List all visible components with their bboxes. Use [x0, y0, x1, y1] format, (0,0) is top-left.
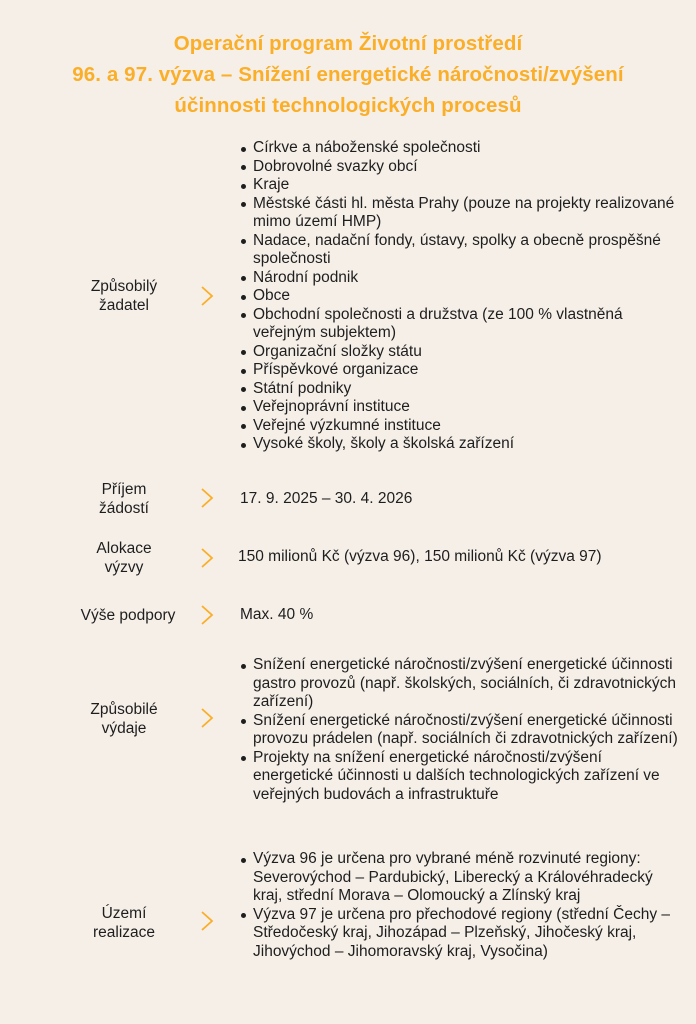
page-title: [0, 28, 696, 121]
list-item: Městské části hl. města Prahy (pouze na projekty realizované mimo území HMP): [240, 195, 680, 232]
label-line: žádostí: [99, 500, 149, 517]
label-line: výzvy: [104, 559, 144, 576]
list-item: Obchodní společnosti a družstva (ze 100 % vlastněná veřejným subjektem): [240, 306, 680, 343]
list-item: Státní podniky: [240, 380, 680, 399]
section-content: [240, 850, 680, 961]
label-line: Způsobilé: [90, 701, 158, 718]
section-label: [62, 606, 194, 625]
list-item: Veřejnoprávní instituce: [240, 398, 680, 417]
list-item: Snížení energetické náročnosti/zvýšení energetické účinnosti gastro provozů (např. školských, sociálních, či zdravotnických zařízení): [240, 656, 680, 712]
label-line: Území: [101, 905, 147, 922]
label-line: Alokace: [96, 540, 152, 557]
list-item: Projekty na snížení energetické náročnosti/zvýšení energetické účinnosti u dalších technologických zařízení ve veřejných budovách a infrastruktuře: [240, 749, 680, 805]
chevron-right-icon: [198, 603, 216, 627]
list-item: Výzva 97 je určena pro přechodové regiony (střední Čechy – Středočeský kraj, Jihozápad – Plzeňský, Jihočeský kraj, Jihovýchod – Jihomoravský kraj, Vysočina): [240, 906, 680, 962]
list-item: Dobrovolné svazky obcí: [240, 158, 680, 177]
section-label: [58, 539, 190, 577]
label-line: výdaje: [101, 720, 147, 737]
implementation-area-list: [240, 850, 680, 961]
list-item: Příspěvkové organizace: [240, 361, 680, 380]
section-label: [58, 700, 190, 738]
label-line: žadatel: [99, 297, 149, 314]
chevron-right-icon: [198, 706, 216, 730]
label-line: Příjem: [101, 481, 147, 498]
chevron-right-icon: [198, 546, 216, 570]
list-item: Výzva 96 je určena pro vybrané méně rozvinuté regiony: Severovýchod – Pardubický, Liberecký a Královéhradecký kraj, střední Morava – Olomoucký a Zlínský kraj: [240, 850, 680, 906]
eligible-expenses-list: [240, 656, 680, 804]
section-label: [58, 277, 190, 315]
support-amount-value: Max. 40 %: [240, 606, 314, 623]
list-item: Národní podnik: [240, 269, 680, 288]
list-item: Kraje: [240, 176, 680, 195]
list-item: Církve a náboženské společnosti: [240, 139, 680, 158]
list-item: Veřejné výzkumné instituce: [240, 417, 680, 436]
title-line-3: účinnosti technologických procesů: [174, 94, 522, 117]
list-item: Nadace, nadační fondy, ústavy, spolky a obecně prospěšné společnosti: [240, 232, 680, 269]
section-content: [240, 139, 680, 454]
application-period-value: 17. 9. 2025 – 30. 4. 2026: [240, 490, 413, 507]
title-line-1: Operační program Životní prostředí: [173, 32, 523, 55]
label-line: realizace: [92, 924, 156, 941]
title-line-2: 96. a 97. výzva – Snížení energetické náročnosti/zvýšení: [72, 63, 624, 86]
section-content: [240, 656, 680, 804]
list-item: Vysoké školy, školy a školská zařízení: [240, 435, 680, 454]
list-item: Snížení energetické náročnosti/zvýšení energetické účinnosti provozu prádelen (např. sociálních či zdravotnických zařízení): [240, 712, 680, 749]
section-label: [58, 480, 190, 518]
label-line: Způsobilý: [90, 278, 158, 295]
eligible-applicant-list: [240, 139, 680, 454]
chevron-right-icon: [198, 909, 216, 933]
label-line: Výše podpory: [80, 607, 176, 624]
list-item: Obce: [240, 287, 680, 306]
chevron-right-icon: [198, 486, 216, 510]
section-label: [58, 904, 190, 942]
list-item: Organizační složky státu: [240, 343, 680, 362]
allocation-value: 150 milionů Kč (výzva 96), 150 milionů Kč (výzva 97): [238, 548, 602, 565]
chevron-right-icon: [198, 284, 216, 308]
